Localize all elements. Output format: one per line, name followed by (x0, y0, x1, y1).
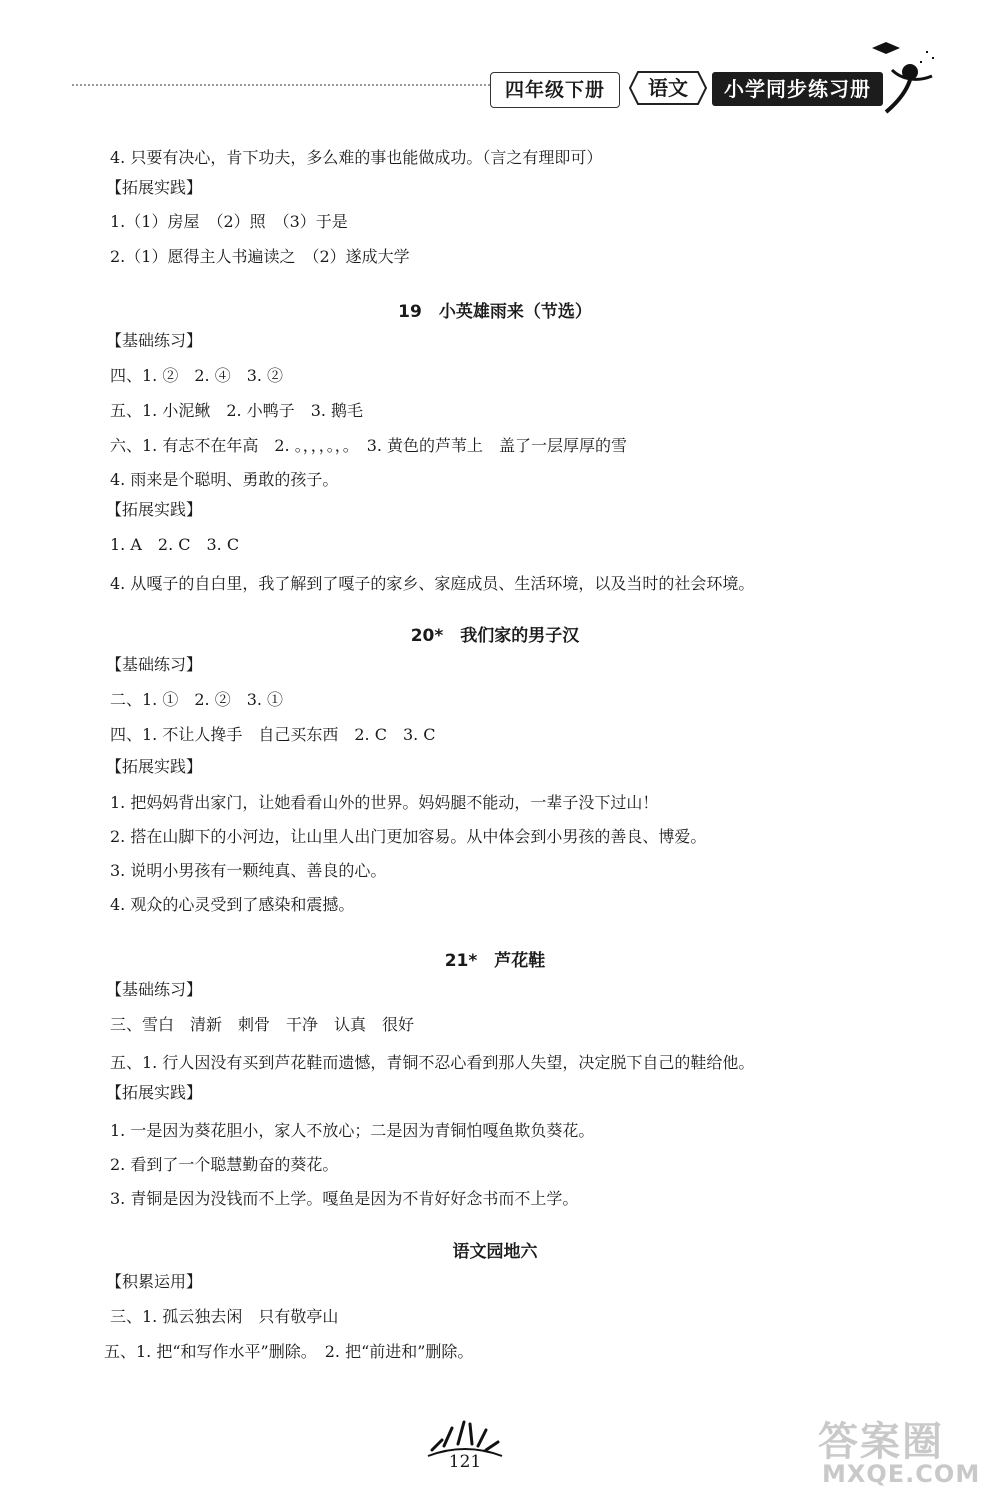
watermark (818, 1410, 993, 1488)
answer-line: 1.（1）房屋 （2）照 （3）于是 (110, 212, 348, 231)
answer-line: 4. 只要有决心，肯下功夫，多么难的事也能做成功。（言之有理即可） (110, 148, 603, 167)
answer-line: 4. 雨来是个聪明、勇敢的孩子。 (110, 470, 339, 489)
answer-line: 五、1. 小泥鳅 2. 小鸭子 3. 鹅毛 (110, 401, 364, 420)
answer-line: 四、1. 不让人搀手 自己买东西 2. C 3. C (110, 725, 436, 744)
page-number-label: 121 (448, 1452, 482, 1472)
answer-line: 2.（1）愿得主人书遍读之 （2）遂成大学 (110, 247, 410, 266)
section-heading: 【拓展实践】 (106, 500, 203, 519)
watermark-logo: 答案圈 (818, 1419, 944, 1465)
book-title: 小学同步练习册 (712, 72, 883, 106)
answer-line: 2. 搭在山脚下的小河边，让山里人出门更加容易。从中体会到小男孩的善良、博爱。 (110, 827, 707, 846)
answer-line: 2. 看到了一个聪慧勤奋的葵花。 (110, 1155, 339, 1174)
answer-line: 五、1. 行人因没有买到芦花鞋而遗憾，青铜不忍心看到那人失望，决定脱下自己的鞋给他。 (110, 1053, 755, 1072)
answer-line: 四、1. ② 2. ④ 3. ② (110, 366, 284, 385)
subject-label: 语文 (648, 76, 688, 100)
answer-line: 4. 观众的心灵受到了感染和震撼。 (110, 895, 355, 914)
section-heading: 【拓展实践】 (106, 1083, 203, 1102)
lesson-title: 21* 芦花鞋 (444, 951, 546, 971)
subject-badge (628, 70, 708, 106)
section-heading: 【基础练习】 (106, 980, 203, 999)
grade-label: 四年级下册 (490, 72, 620, 108)
answer-line: 六、1. 有志不在年高 2. 。，，，。，。 3. 黄色的芦苇上 盖了一层厚厚的雪 (110, 436, 628, 455)
page-number (420, 1420, 510, 1480)
lesson-title: 19 小英雄雨来（节选） (398, 302, 592, 322)
student-mascot-icon (862, 40, 942, 120)
answer-line: 五、1. 把“和写作水平”删除。 2. 把“前进和”删除。 (104, 1342, 474, 1361)
section-heading: 【拓展实践】 (106, 178, 203, 197)
section-heading: 【拓展实践】 (106, 757, 203, 776)
watermark-url: MXQE.COM (822, 1460, 981, 1488)
answer-line: 1. 一是因为葵花胆小，家人不放心；二是因为青铜怕嘎鱼欺负葵花。 (110, 1121, 595, 1140)
answer-line: 1. A 2. C 3. C (110, 535, 240, 554)
answer-line: 3. 说明小男孩有一颗纯真、善良的心。 (110, 861, 387, 880)
answer-line: 三、1. 孤云独去闲 只有敬亭山 (110, 1307, 339, 1326)
lesson-title: 20* 我们家的男子汉 (410, 626, 580, 646)
answer-line: 3. 青铜是因为没钱而不上学。嘎鱼是因为不肯好好念书而不上学。 (110, 1189, 579, 1208)
answer-line: 二、1. ① 2. ② 3. ① (110, 690, 284, 709)
section-heading: 【基础练习】 (106, 331, 203, 350)
answer-line: 4. 从嘎子的自白里，我了解到了嘎子的家乡、家庭成员、生活环境，以及当时的社会环境。 (110, 574, 755, 593)
section-heading: 【基础练习】 (106, 655, 203, 674)
answer-line: 三、雪白 清新 刺骨 干净 认真 很好 (110, 1015, 415, 1034)
lesson-title: 语文园地六 (452, 1242, 538, 1262)
section-heading: 【积累运用】 (106, 1272, 203, 1291)
answer-line: 1. 把妈妈背出家门，让她看看山外的世界。妈妈腿不能动，一辈子没下过山！ (110, 793, 659, 812)
header-dotted-rule (72, 84, 490, 86)
